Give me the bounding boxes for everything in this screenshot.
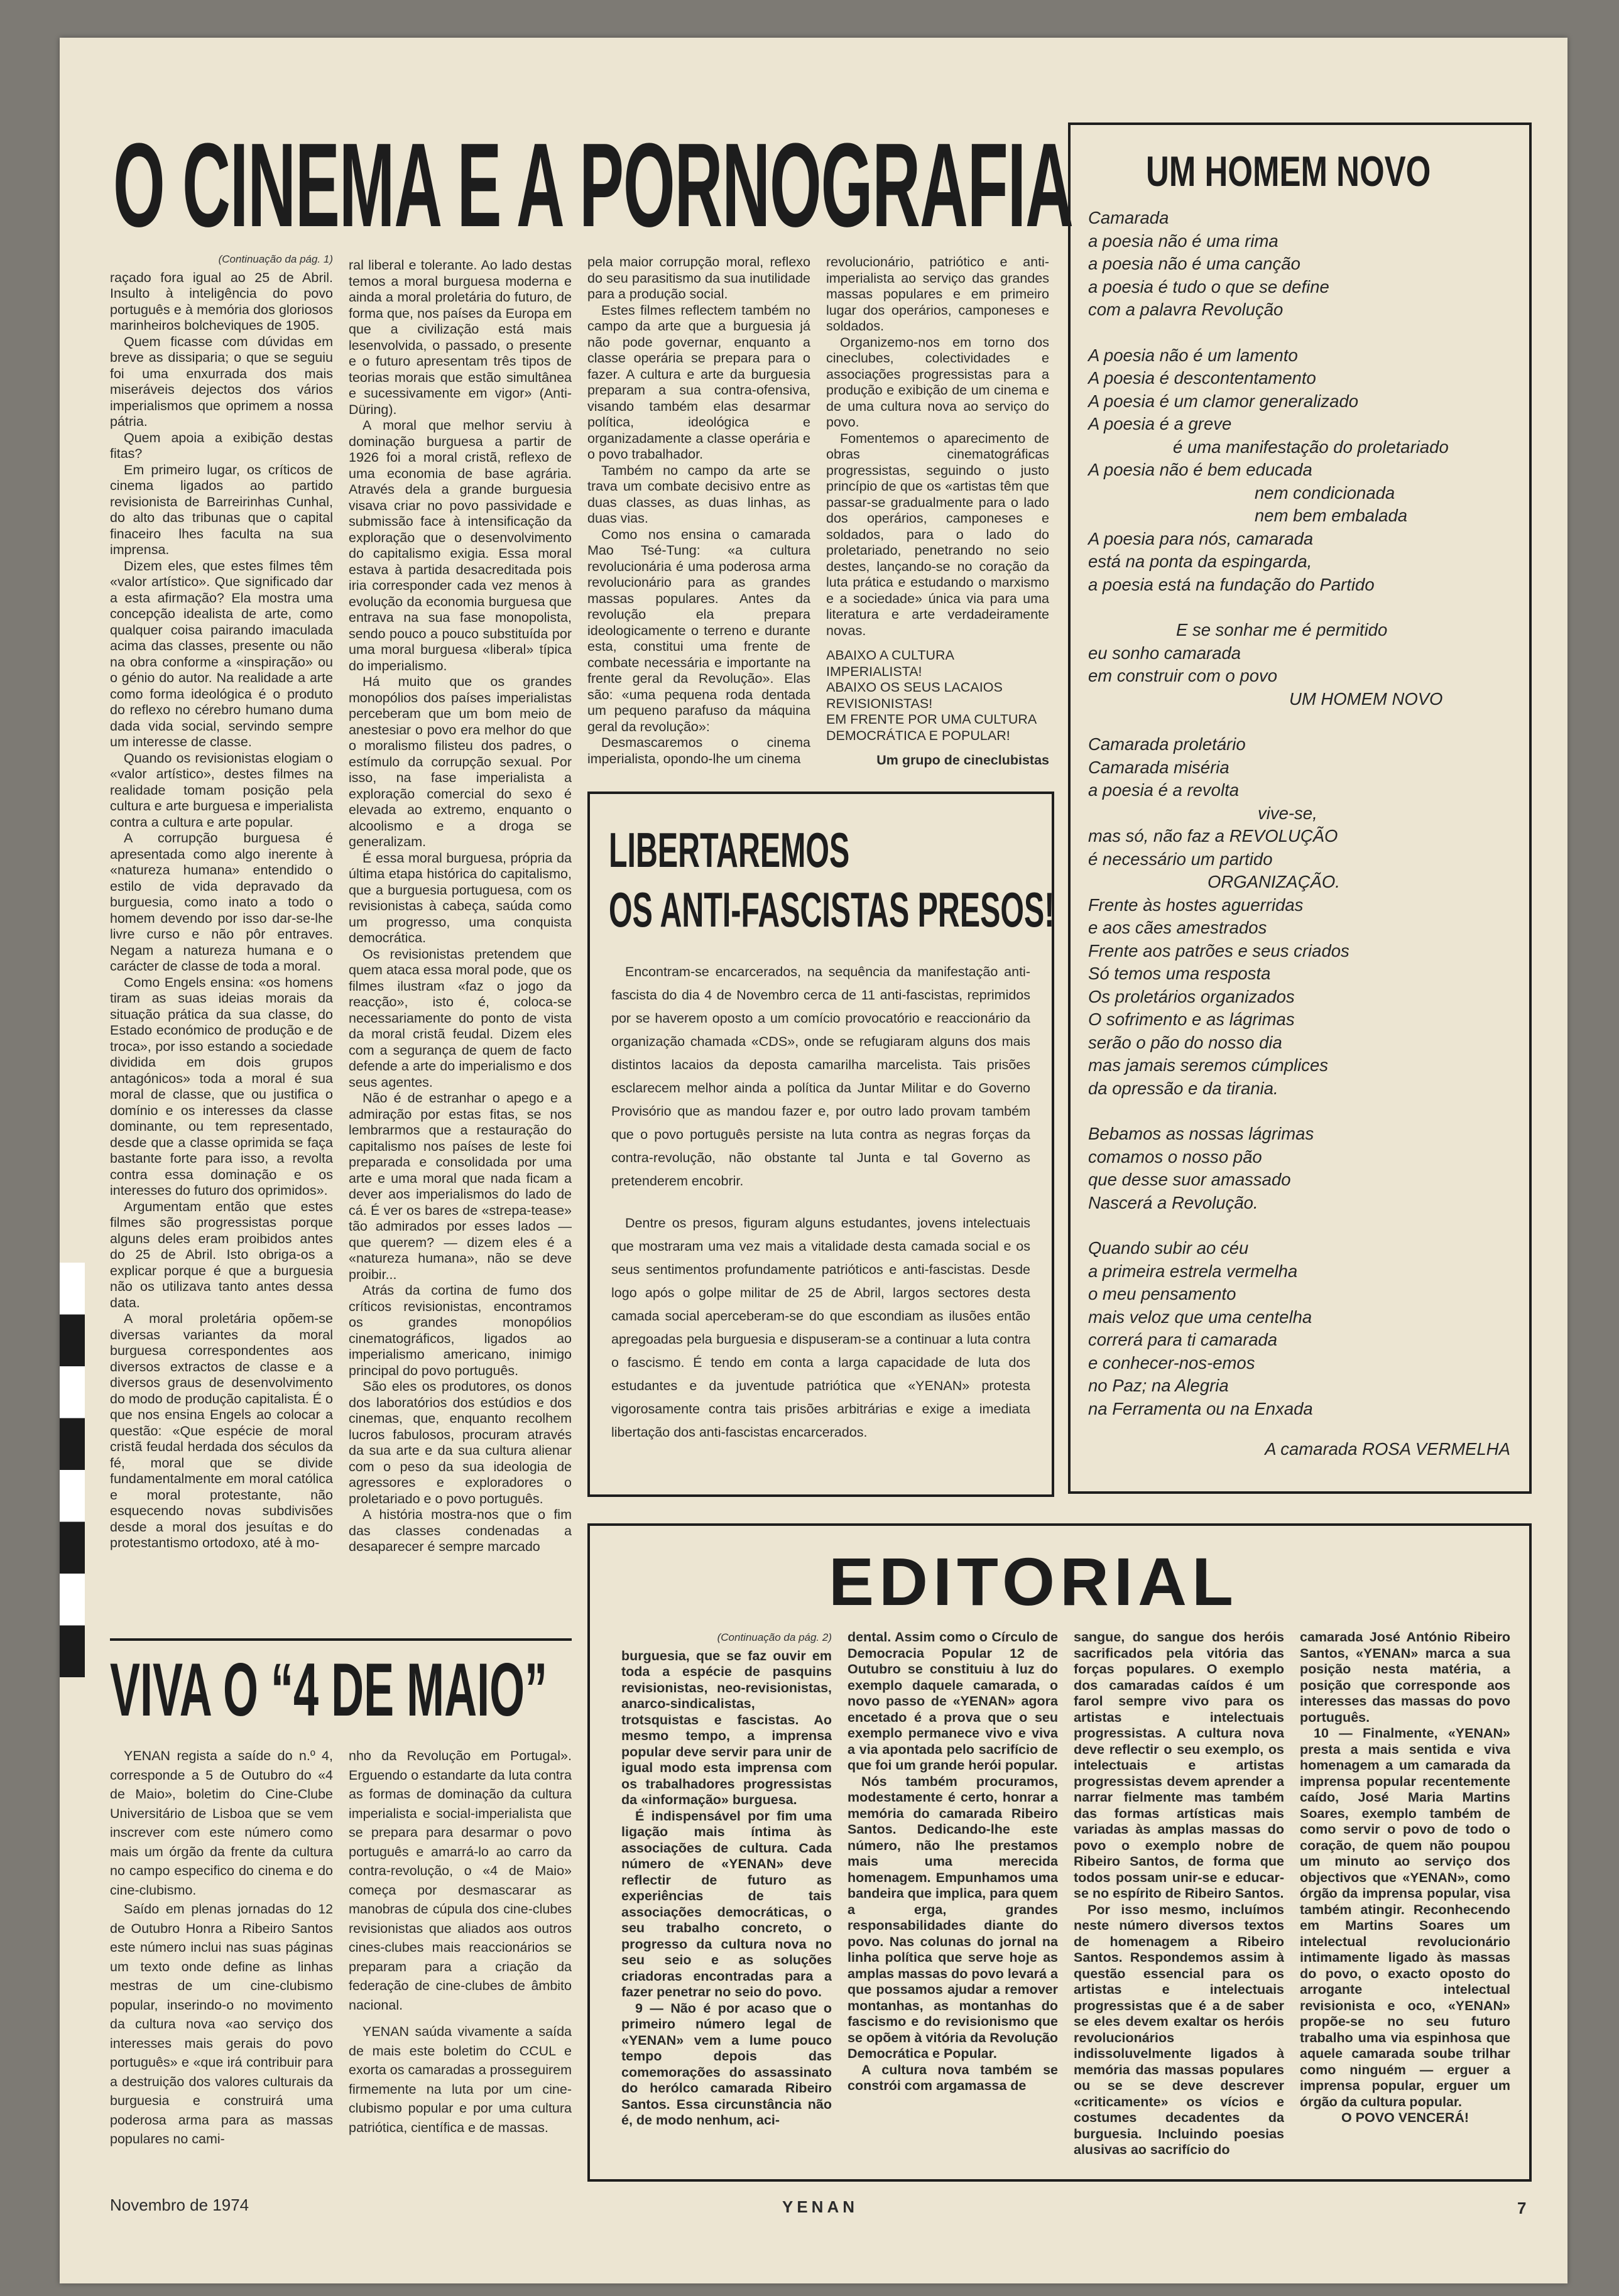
poem-box — [1068, 122, 1532, 1494]
poem-line: está na ponta da espingarda, — [1088, 552, 1312, 571]
cinema-column-2 — [349, 258, 572, 1624]
poem-line: A poesia é um clamor generalizado — [1088, 391, 1359, 411]
paragraph: Organizemo-nos em torno dos cineclubes, colectividades e associações progressistas para a produção e exibição de um cinema e de uma cultura nova ao serviço do povo. — [826, 334, 1049, 430]
poem-line: a poesia está na fundação do Partido — [1088, 574, 1375, 594]
presos-box — [587, 792, 1054, 1497]
poem-line: UM HOMEM NOVO — [1289, 688, 1443, 709]
poem-line: Bebamos as nossas lágrimas — [1088, 1124, 1314, 1143]
poem-line: a primeira estrela vermelha — [1088, 1261, 1298, 1281]
poem-line: o meu pensamento — [1088, 1284, 1236, 1303]
paragraph: Quem apoia a exibição destas fitas? — [110, 430, 333, 461]
poem-stanza-break — [1088, 1214, 1515, 1237]
paragraph: 9 — Não é por acaso que o primeiro número legal de «YENAN» vem a lume pouco tempo depois das comemorações do assassinato do herólco camarada Ribeiro Santos. Essa circunstância não é, de modo nenhum, aci- — [621, 2000, 832, 2128]
poem-line: eu sonho camarada — [1088, 643, 1241, 663]
poem-line: nem condicionada — [1255, 482, 1395, 503]
poem-line: Quando subir ao céu — [1088, 1238, 1249, 1258]
paragraph: Como nos ensina o camarada Mao Tsé-Tung: «a cultura revolucionária é uma poderosa arma revolucionário para as grandes massas populares. Antes da revolução ela prepara ideologicamente o terreno e durante esta, constitui uma frente de combate necessária e importante na frente geral da Revolução». Elas são: «uma pequena roda dentada um pequeno parafuso da máquina geral da revolução»: — [587, 526, 810, 734]
poem-line: da opressão e da tirania. — [1088, 1078, 1278, 1098]
paragraph: Em primeiro lugar, os críticos de cinema ligados ao partido revisionista de Barreirinhas Cunhal, do alto das tribunas que o capital finaceiro lhes faculta na sua imprensa. — [110, 462, 333, 557]
viva-column-2 — [349, 1746, 572, 2186]
paragraph: É essa moral burguesa, própria da última etapa histórica do capitalismo, que a burguesia portuguesa, com os revisionistas à cabeça, saúda como um progresso, uma conquista democrática. — [349, 850, 572, 945]
continuation-note: (Continuação da pág. 1) — [218, 253, 333, 265]
cinema-headline: O CINEMA E A PORNOGRAFIA — [113, 119, 1073, 252]
editorial-column-4 — [1300, 1630, 1510, 2167]
poem-line: a poesia é a revolta — [1088, 780, 1240, 800]
cinema-column-3 — [587, 254, 810, 807]
poem-line: mais veloz que uma centelha — [1088, 1307, 1312, 1327]
poem-line: é necessário um partido — [1088, 849, 1273, 869]
poem-line: a poesia é tudo o que se define — [1088, 276, 1329, 297]
paragraph: São eles os produtores, os donos dos laboratórios dos estúdios e dos cinemas, que, enquanto recolhem lucros fabulosos, procuram através da sua arte e da sua cultura alienar com o peso da sua ideologia de agressores e exploradores o proletariado e o povo português. — [349, 1379, 572, 1506]
paragraph: Estes filmes reflectem também no campo da arte que a burguesia já não pode governar, enquanto a classe operária se prepara para o fazer. A cultura e arte da burguesia preparam a sua contra-ofensiva, visando também elas desarmar política, ideológica e organizadamente a classe operária e o povo trabalhador. — [587, 302, 810, 462]
paragraph: Encontram-se encarcerados, na sequência da manifestação anti-fascista do dia 4 de Novembro cerca de 11 anti-fascistas, reprimidos por se haverem oposto a um comício provocatório e reaccionário da organização chamada «CDS», onde se refugiaram alguns dos mais distintos lacaios da deposta camarilha marcelista. Tais prisões esclarecem melhor ainda a política da Juntar Militar e do Governo Provisório que as mandou fazer e, por outro lado provam também que o povo português persiste na luta contra as negras forças da contra-revolução, não obstante tal Junta e tal Governo as pretenderem encobrir. — [611, 964, 1030, 1189]
cinema-column-1 — [110, 251, 333, 1624]
poem-line: Só temos uma resposta — [1088, 964, 1271, 983]
presos-title-line-1: LIBERTAREMOS — [609, 822, 850, 878]
poem-line: Frente às hostes aguerridas — [1088, 895, 1304, 915]
poem-line: A poesia é a greve — [1088, 414, 1232, 433]
poem-line: Frente aos patrões e seus criados — [1088, 940, 1349, 960]
slogan: ABAIXO OS SEUS LACAIOS REVISIONISTAS! — [826, 680, 1003, 711]
slogan: EM FRENTE POR UMA CULTURA DEMOCRÁTICA E POPULAR! — [826, 712, 1037, 743]
poem-line: mas jamais seremos cúmplices — [1088, 1055, 1329, 1075]
paragraph: Os revisionistas pretendem que quem ataca essa moral pode, que os filmes ilustram «faz o jogo da reacção», isto é, coloca-se necessariamente do ponto de vista da moral cristã feudal. Dizem eles com a segurança de quem de facto defende a arte do imperialismo e dos seus agentes. — [349, 946, 572, 1090]
poem-line: a poesia não é uma canção — [1088, 254, 1300, 273]
paragraph: Desmascaremos o cinema imperialista, opondo-lhe um cinema — [587, 735, 810, 766]
paragraph: nho da Revolução em Portugal». Erguendo o estandarte da luta contra as formas de dominação da cultura imperialista e social-imperialista que se prepara para desarmar o povo português e amarrá-lo ao carro da contra-revolução, o «4 de Maio» começa por desmascarar as manobras de cúpula dos cine-clubes revisionistas que aliados aos outros cines-clubes mais reaccionários se preparam para a criação da federação de cine-clubes de âmbito nacional. — [349, 1748, 572, 2013]
poem-line: mas só, não faz a REVOLUÇÃO — [1088, 826, 1338, 846]
poem-line: Os proletários organizados — [1088, 986, 1295, 1006]
paragraph: É indispensável por fim uma ligação mais íntima às associações de cultura. Cada número de «YENAN» deve reflectir de futuro as experiências de tais associações democráticas, o seu trabalho concreto, o progresso da cultura nova no seu seio e as soluções criadoras encontradas para a fazer penetrar no seio do povo. — [621, 1808, 832, 1999]
poem-line: Camarada proletário — [1088, 734, 1246, 754]
poem-line: A poesia é descontentamento — [1088, 368, 1316, 388]
continuation-note: (Continuação da pág. 2) — [717, 1631, 832, 1643]
paragraph: Por isso mesmo, incluímos neste número diversos textos de homenagem a Ribeiro Santos. Respondemos assim à questão essencial para os artistas e intelectuais progressistas que é a de saber se eles devem exaltar os heróis revolucionários indissoluvelmente ligados à memória das massas populares ou se se deve descrever «criticamente» os vícios e costumes decadentes da burguesia. Incluindo poesias alusivas ao sacrifício do — [1074, 1902, 1284, 2157]
editorial-title: EDITORIAL — [829, 1543, 1239, 1619]
paragraph: sangue, do sangue dos heróis sacrificados pela vitória das forças populares. O exemplo dos camaradas caídos é um farol sempre vivo para os artistas e intelectuais progressistas. A cultura nova deve reflectir o seu exemplo, os intelectuais e artistas progressistas devem aprender a narrar fielmente mas também das formas artísticas mais variadas às amplas massas do povo o exemplo nobre de Ribeiro Santos, de forma que todos possam unir-se e educar-se no espírito de Ribeiro Santos. — [1074, 1630, 1284, 1901]
paragraph: Como Engels ensina: «os homens tiram as suas ideias morais da situação prática da sua classe, do Estado económico de produção e de troca», por isso estando a sociedade dividida em dois grupos antagónicos» toda a moral é sua moral de classe, que ou justifica o domínio e os interesses da classe dominante, ou tem representado, desde que a classe oprimida se faça bastante forte para isso, a revolta contra essa dominação e os interesses do futuro dos oprimidos». — [110, 974, 333, 1198]
paragraph: Também no campo da arte se trava um combate decisivo entre as duas classes, as duas linhas, as duas vias. — [587, 462, 810, 526]
poem-stanza-break — [1088, 710, 1515, 733]
editorial-box — [587, 1523, 1532, 2182]
poem-line: correrá para ti camarada — [1088, 1330, 1278, 1349]
poem-line: em construir com o povo — [1088, 666, 1278, 685]
poem-line: é uma manifestação do proletariado — [1173, 437, 1449, 457]
paragraph: 10 — Finalmente, «YENAN» presta a mais sentida e viva homenagem a um camarada da imprensa popular recentemente caído, José Maria Martins Soares, exemplo também de como servir o povo de todo o coração, de quem não poupou um minuto ao serviço dos objectivos que «YENAN», como órgão da imprensa popular, visa também atingir. Reconhecendo em Martins Soares um intelectual revolucionário intimamente ligado às massas do povo, o exacto oposto do arrogante intelectual revisionista e oco, «YENAN» propõe-se no seu futuro trabalho uma via espinhosa que aquele camarada soube trilhar como ninguém — erguer a imprensa popular, erguer um órgão da cultura popular. — [1300, 1726, 1510, 2109]
poem-signature: A camarada ROSA VERMELHA — [1265, 1439, 1510, 1459]
poem-stanza-break — [1088, 1100, 1515, 1123]
paragraph: Não é de estranhar o apego e a admiração por estas fitas, se nos lembrarmos que a restauração do capitalismo nos países de leste foi preparada e consolidada por uma arte e uma moral que nada ficam a dever aos imperialismos do lado de cá. É ver os bares de «strepa-tease» tão admirados por esses lados — que querem? — dizem eles é a «natureza humana», não se deve proibir... — [349, 1091, 572, 1282]
poem-stanza-break — [1088, 596, 1515, 619]
poem-line: no Paz; na Alegria — [1088, 1376, 1229, 1395]
paragraph: revolucionário, patriótico e anti-imperialista ao serviço das grandes massas populares e em primeiro lugar dos operários, camponeses e soldados. — [826, 254, 1049, 334]
paragraph: Há muito que os grandes monopólios dos países imperialistas perceberam que um bom meio de anestesiar o povo era melhor do que o moralismo filisteu dos padres, o estímulo da corrupção sexual. Por isso, na fase imperialista a exploração comercial do sexo é elevada ao extremo, enquanto o alcoolismo e a droga se generalizam. — [349, 674, 572, 849]
paragraph: Saído em plenas jornadas do 12 de Outubro Honra a Ribeiro Santos este número inclui nas suas páginas um texto onde define as linhas mestras de um cine-clubismo popular, inserindo-o no movimento da cultura nova «ao serviço dos interesses mais gerais do povo português» e «que irá contribuir para a destruição dos valores culturais da burguesia e construirá uma poderosa arma para as massas populares no cami- — [110, 1902, 333, 2146]
poem-stanza-break — [1088, 322, 1515, 344]
paragraph: YENAN saúda vivamente a saída de mais este boletim do CCUL e exorta os camaradas a prosseguirem firmemente na luta por um cine-clubismo popular e por uma cultura patriótica, científica e de massas. — [349, 2024, 572, 2135]
paragraph: burguesia, que se faz ouvir em toda a espécie de pasquins revisionistas, neo-revisionistas, anarco-sindicalistas, trotsquistas e fascistas. Ao mesmo tempo, a imprensa popular deve servir para unir de igual modo esta imprensa com os trabalhadores progressistas da «informação» burguesa. — [621, 1648, 832, 1807]
poem-line: e aos cães amestrados — [1088, 918, 1267, 937]
paragraph: ral liberal e tolerante. Ao lado destas temos a moral burguesa moderna e ainda a moral proletária do futuro, de forma que, nos países da Europa em que a civilização está mais lesenvolvida, o passado, o presente e o futuro apresentam três tipos de teorias morais que estão simultânea e sucessivamente em vigor» (Anti-Düring). — [349, 258, 572, 417]
presos-title-line-2: OS ANTI-FASCISTAS PRESOS! — [609, 882, 1055, 937]
poem-line: que desse suor amassado — [1088, 1170, 1291, 1189]
editorial-closing: O POVO VENCERÁ! — [1341, 2110, 1469, 2125]
footer-date: Novembro de 1974 — [110, 2195, 249, 2214]
paragraph: Quando os revisionistas elogiam o «valor artístico», destes filmes na realidade tomam posição pela cultura e arte burguesa e imperialista contra a cultura e arte popular. — [110, 750, 333, 830]
editorial-column-2 — [848, 1630, 1058, 2167]
poem-line: A poesia para nós, camarada — [1088, 528, 1314, 548]
paragraph: A moral que melhor serviu à dominação burguesa a partir de 1926 foi a moral cristã, reflexo de uma economia de base agrária. Através dela a grande burguesia visava criar no povo passividade e submissão face à intensificação da exploração que o desenvolvimento do capitalismo exigia. Essa moral estava à partida desacreditada pois iria corresponder cada vez menos à evolução da economia burguesa que entrava na sua fase monopolista, sendo pouco a pouco substituída por uma moral burguesa «liberal» típica do imperialismo. — [349, 418, 572, 673]
poem-line: comamos o nosso pão — [1088, 1146, 1262, 1167]
poem-line: a poesia não é uma rima — [1088, 231, 1278, 251]
poem-line: O sofrimento e as lágrimas — [1088, 1009, 1295, 1029]
cinema-signature: Um grupo de cineclubistas — [876, 753, 1049, 768]
paragraph: Fomentemos o aparecimento de obras cinematográficas progressistas, seguindo o justo princípio de que os «artistas têm que passar-se gradualmente para o lado dos operários, camponeses e soldados, para o lado do proletariado, penetrando no seio destes, lançando-se no coração da luta prática e estudando o marxismo e a sociedade» única via para uma literatura e arte verdadeiramente novas. — [826, 430, 1049, 638]
poem-line: ORGANIZAÇÃO. — [1207, 872, 1340, 891]
footer-title: YENAN — [782, 2197, 859, 2216]
poem-line: na Ferramenta ou na Enxada — [1088, 1398, 1313, 1418]
poem-line: A poesia não é um lamento — [1088, 345, 1298, 365]
page-number: 7 — [1517, 2199, 1527, 2217]
poem-line: nem bem embalada — [1255, 506, 1408, 525]
paragraph: Argumentam então que estes filmes são progressistas porque alguns deles eram proibidos antes do 25 de Abril. Isto obriga-os a explicar porque é que a burguesia não os utilizava tanto antes dessa data. — [110, 1199, 333, 1310]
poem-line: Nascerá a Revolução. — [1088, 1192, 1258, 1212]
slogan: ABAIXO A CULTURA IMPERIALISTA! — [826, 648, 954, 679]
poem-line: Camarada miséria — [1088, 757, 1229, 777]
poem-line: serão o pão do nosso dia — [1088, 1032, 1282, 1052]
paragraph: A história mostra-nos que o fim das classes condenadas a desaparecer é sempre marcado — [349, 1507, 572, 1554]
divider-rule — [110, 1638, 572, 1641]
newspaper-page — [60, 38, 1567, 2283]
scan-color-ruler — [60, 1263, 85, 1677]
poem-lines — [1088, 207, 1515, 1420]
editorial-column-3 — [1074, 1630, 1284, 2167]
poem-line: e conhecer-nos-emos — [1088, 1352, 1255, 1373]
viva-column-1 — [110, 1746, 333, 2186]
viva-headline: VIVA O “4 DE MAIO” — [110, 1648, 548, 1732]
paragraph: Dentre os presos, figuram alguns estudantes, jovens intelectuais que mostraram uma vez mais a vitalidade desta camada social e os seus sentimentos profundamente patrióticos e anti-fascistas. Desde logo após o golpe militar de 25 de Abril, largos sectores desta camada social aperceberam-se do que escondiam as ilusões então apregoadas pela burguesia e dispuseram-se a continuar a luta contra o fascismo. É tendo em conta a larga capacidade de luta dos estudantes e da juventude patriótica que «YENAN» protesta vigorosamente contra tais prisões arbitrárias e exige a imediata libertação dos anti-fascistas encarcerados. — [611, 1216, 1030, 1440]
paragraph: camarada José António Ribeiro Santos, «YENAN» marca a sua posição nesta matéria, a posição que corresponde aos interesses das massas do povo português. — [1300, 1630, 1510, 1725]
paragraph: raçado fora igual ao 25 de Abril. Insulto à inteligência do povo português e à memória dos gloriosos marinheiros bolcheviques de 1905. — [110, 269, 333, 333]
paragraph: YENAN regista a saíde do n.º 4, corresponde a 5 de Outubro do «4 de Maio», boletim do Cine-Clube Universitário de Lisboa que se vem inscrever com este número como mais um órgão da frente da cultura no campo especifico do cinema e do cine-clubismo. — [110, 1748, 333, 1898]
paragraph: A cultura nova também se constrói com argamassa de — [848, 2062, 1058, 2093]
paragraph: A moral proletária opõem-se diversas variantes da moral burguesa correspondentes aos diversos extractos de classe e a diversos graus de desenvolvimento do modo de produção capitalista. É o que nos ensina Engels ao colocar a questão: «Que espécie de moral cristã feudal herdada dos séculos da fé, moral que se divide fundamentalmente em moral católica e moral protestante, não esquecendo novas subdivisões desde a moral dos jesuítas e do protestantismo ortodoxo, até à mo- — [110, 1311, 333, 1550]
poem-line: com a palavra Revolução — [1088, 300, 1284, 319]
editorial-column-1 — [621, 1630, 832, 2167]
poem-line: vive-se, — [1258, 803, 1317, 823]
paragraph: Dizem eles, que estes filmes têm «valor artístico». Que significado dar a esta afirmação? Ela mostra uma concepção idealista de arte, como qualquer coisa pairando imaculada acima das classes, presente ou não na obra conforme a «inspiração» ou o génio do autor. Na realidade a arte como forma ideológica é o produto do reflexo no cérebro humano duma dada vida social, servindo sempre um interesse de classe. — [110, 558, 333, 749]
paragraph: pela maior corrupção moral, reflexo do seu parasitismo da sua inutilidade para a produção social. — [587, 254, 810, 302]
paragraph: A corrupção burguesa é apresentada como algo inerente à «natureza humana» entendido o estilo de vida depravado da burguesia, como inato a todo o homem devendo por isso dar-se-lhe livre curso e não pôr entraves. Negam a natureza humana e o carácter de classe de toda a moral. — [110, 830, 333, 974]
poem-line: E se sonhar me é permitido — [1176, 620, 1388, 639]
paragraph: dental. Assim como o Círculo de Democracia Popular 12 de Outubro se constituiu à luz do exemplo daquele camarada, o novo passo de «YENAN» agora encetado é a prova que o seu exemplo permanece vivo e viva a via apontada pelo sacrifício de que foi um grande herói popular. — [848, 1630, 1058, 1773]
poem-title: UM HOMEM NOVO — [1146, 148, 1431, 195]
poem-line: A poesia não é bem educada — [1088, 460, 1312, 479]
paragraph: Atrás da cortina de fumo dos críticos revisionistas, encontramos os grandes monopólios cinematográficos, ligados ao imperialismo americano, inimigo principal do povo português. — [349, 1283, 572, 1378]
paragraph: Quem ficasse com dúvidas em breve as dissiparia; o que se seguiu foi uma enxurrada dos mais miseráveis dejectos dos vários imperialismos que oprimem a nossa pátria. — [110, 334, 333, 429]
poem-line: Camarada — [1088, 208, 1169, 227]
paragraph: Nós também procuramos, modestamente é certo, honrar a memória do camarada Ribeiro Santos. Dedicando-lhe este número, não lhe prestamos mais uma merecida homenagem. Empunhamos uma bandeira que implica, para quem a erga, grandes responsabilidades diante do povo. Nas colunas do jornal na linha política que serve hoje as amplas massas do povo levará a que possamos ajudar a remover montanhas, as montanhas do fascismo e do revisionismo que se opõem à vitória da Revolução Democrática e Popular. — [848, 1773, 1058, 2061]
presos-body — [611, 960, 1030, 1482]
cinema-column-4 — [826, 254, 1049, 807]
